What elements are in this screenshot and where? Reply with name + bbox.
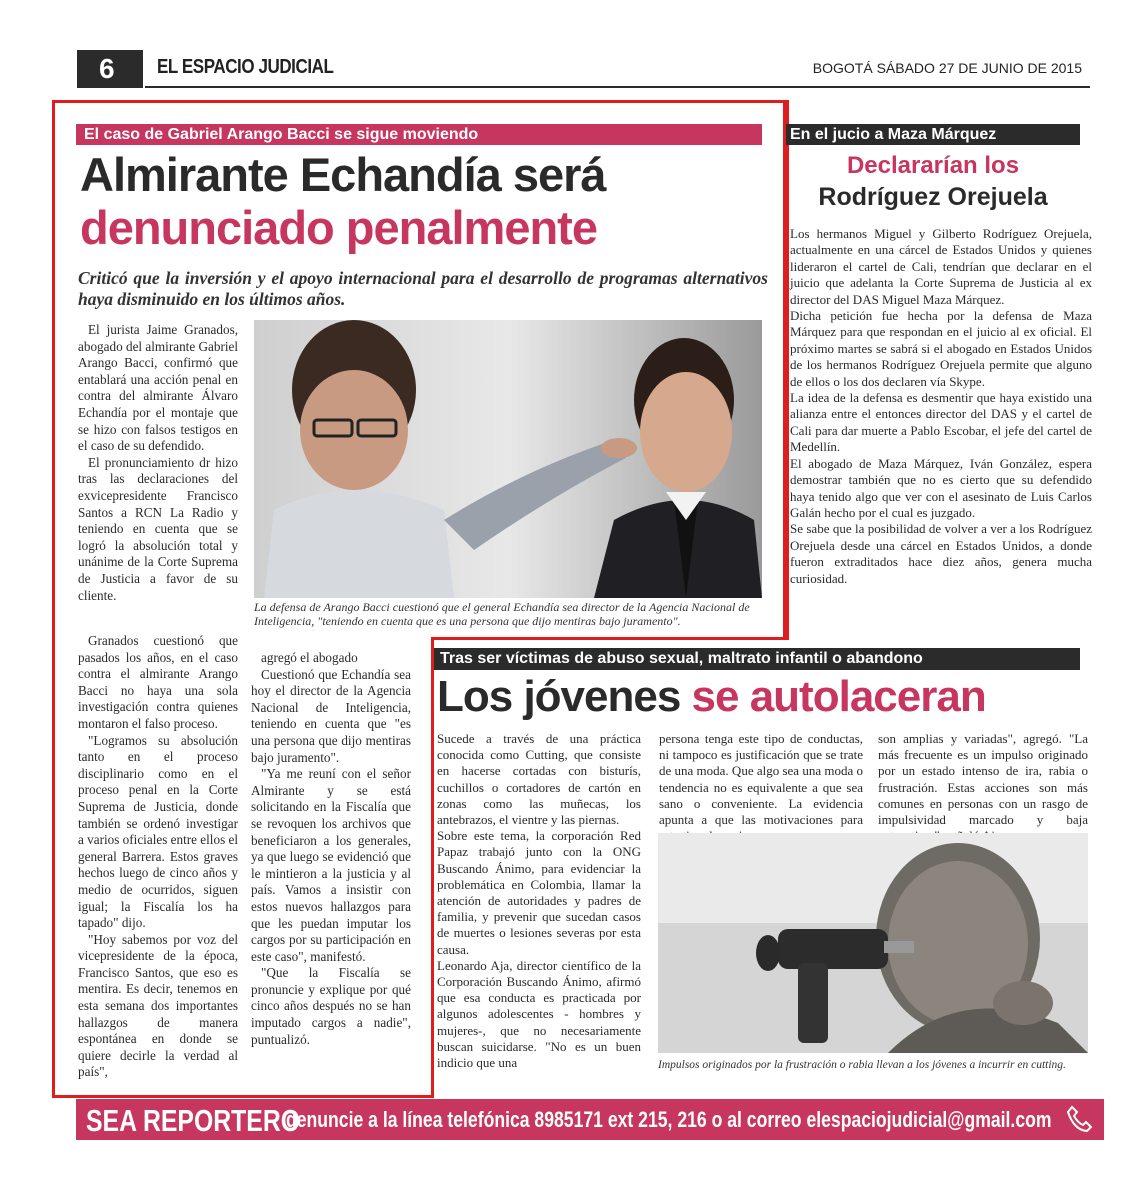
phone-icon xyxy=(1064,1104,1094,1134)
footer-label: SEA REPORTERO xyxy=(86,1103,301,1138)
main-headline-line2: denunciado penalmente xyxy=(80,201,597,254)
page-number: 6 xyxy=(99,53,115,84)
third-col1-p2: Sobre este tema, la corporación Red Papaz trabajó junto con la ONG Buscando Ánimo, para evidenciar la problemática en Colombia, llamar la atención de autoridades y padres de familia, y prevenir que sucedan casos de muertes o lesiones severas por esta causa. xyxy=(437,828,641,957)
side-p1: Los hermanos Miguel y Gilberto Rodríguez Orejuela, actualmente en una cárcel de Estados Unidos y quienes lideraron el cartel de Cali, tendrían que declarar en el juicio que adelanta la Corte Suprema de Justicia al ex director del DAS Miguel Maza Márquez. xyxy=(790,226,1092,307)
third-article-col1 xyxy=(437,731,641,1071)
third-col1-p3: Leonardo Aja, director científico de la Corporación Buscando Ánimo, afirmó que esa conducta es practicada por algunos adolescentes - hombres y mujeres-, que no necesariamente buscan suicidarse. "No es un buen indicio que una xyxy=(437,957,641,1071)
third-headline xyxy=(437,672,986,722)
issue-date: BOGOTÁ SÁBADO 27 DE JUNIO DE 2015 xyxy=(812,60,1082,76)
third-article-col2: persona tenga este tipo de conductas, ni tampoco es justificación que se trate de una moda. Que algo sea una moda o tendencia no es equivalente a que sea sano o conveniente. La evidencia apunta a que las motivaciones para xyxy=(659,731,863,828)
highlight-outline-inner-right xyxy=(431,637,434,1098)
third-col1-p1: Sucede a través de una práctica conocida como Cutting, que consiste en hacerse cortadas con bisturís, cuchillos o cortadores de cartón en zonas como las muñecas, los antebrazos, el vientre y las piernas. xyxy=(437,731,641,828)
page-header xyxy=(75,48,1090,90)
highlight-outline-right-lower xyxy=(783,100,786,640)
main-col2-p3: "Ya me reuní con el señor Almirante y se está solicitando en la Fiscalía que se revoquen los archivos que beneficiaron a los generales, ya que luego se evidenció que le mintieron a la justicia y al país. Vamos a insistir con estos nuevos hallazgos para que les puedan imputar los cargos por su participación en este caso", manifestó. xyxy=(251,766,411,964)
highlight-outline-bottom xyxy=(52,1095,434,1098)
main-col1-p1: El jurista Jaime Granados, abogado del almirante Gabriel Arango Bacci, confirmó que entablará una acción penal en contra del almirante Álvaro Echandía por el montaje que se hizo con falsos testigos en el caso de su defendido. xyxy=(78,322,239,454)
main-col1-p4: "Logramos su absolución tanto en el proceso disciplinario como en el proceso penal en la Corte Suprema de Justicia, donde también se ordenó investigar a varios oficiales entre ellos el general Barrera. Estos graves hechos luego de cinco años y medio de ocurridos, siguen igual; la Fiscalía los ha tapado" dijo. xyxy=(78,732,239,931)
third-article-col3: son amplias y variadas", agregó. "La más frecuente es un impulso originado por un estado intenso de ira, rabia o frustración. Estas acciones son más comunes en personas con un rasgo de impulsividad marcado y baja xyxy=(878,731,1088,828)
highlight-outline-top xyxy=(52,100,789,640)
section-title: EL ESPACIO JUDICIAL xyxy=(157,56,334,78)
third-headline-part2: se autolaceran xyxy=(691,672,986,721)
main-col2-p2: Cuestionó que Echandía sea hoy el director de la Agencia Nacional de Inteligencia, teniendo en cuenta que "es una persona que dijo mentiras bajo juramento". xyxy=(251,666,411,765)
footer-contact-text: denuncie a la línea telefónica 8985171 ext 215, 216 o al correo elespaciojudicial@gmail.com xyxy=(286,1107,1052,1132)
highlight-outline-left xyxy=(52,100,55,1098)
main-article-col2 xyxy=(251,650,411,1048)
third-headline-part1: Los jóvenes xyxy=(437,672,681,721)
main-col1-p5: "Hoy sabemos por voz del vicepresidente de la época, Francisco Santos, que eso es mentira. Es decir, tenemos en esta semana dos importantes hallazgos de manera espontánea en donde se quiere decirle la verdad al país", xyxy=(78,931,238,1080)
main-article-col1-bottom xyxy=(78,633,238,1081)
main-photo-caption: La defensa de Arango Bacci cuestionó que el general Echandía sea director de la Agencia Nacional de Inteligencia, "teniendo en cuenta que es una persona que dijo mentiras bajo juramento". xyxy=(254,600,750,628)
third-article-kicker: Tras ser víctimas de abuso sexual, maltrato infantil o abandono xyxy=(434,648,1080,670)
main-col1-p3: Granados cuestionó que pasados los años, en el caso contra el almirante Arango Bacci no haya una sola investigación contra quienes montaron el falso proceso. xyxy=(78,633,238,731)
side-p3: La idea de la defensa es desmentir que haya existido una alianza entre el entonces director del DAS y el cartel de Cali para dar muerte a Pablo Escobar, el jefe del cartel de Medellín. xyxy=(790,390,1092,455)
cutting-photo-caption: Impulsos originados por la frustración o rabia llevan a los jóvenes a incurrir en cutting. xyxy=(658,1059,1066,1071)
main-col1-p2: El pronunciamiento dr hizo tras las declaraciones del exvicepresidente Francisco Santos a RCN La Radio y teniendo en cuenta que se logró la absolución total y unánime de la Corte Suprema de Justicia a favor de su cliente. xyxy=(78,454,238,603)
page-number-badge xyxy=(77,50,143,88)
main-deck: Criticó que la inversión y el apoyo internacional para el desarrollo de programas alternativos haya disminuido en los últimos años. xyxy=(78,268,768,309)
youth-photo-illustration xyxy=(658,833,1088,1053)
main-col2-p4: "Que la Fiscalía se pronuncie y explique por qué cinco años después no se han imputado cargos a nadie", puntualizó. xyxy=(251,965,411,1047)
side-headline-line2: Rodríguez Orejuela xyxy=(818,183,1048,211)
main-article-kicker: El caso de Gabriel Arango Bacci se sigue moviendo xyxy=(76,124,762,145)
side-article-kicker: En el jucio a Maza Márquez xyxy=(786,124,1080,145)
cutting-photo xyxy=(658,833,1088,1053)
side-p5: Se sabe que la posibilidad de volver a ver a los Rodríguez Orejuela desde una cárcel en Estados Unidos, a donde fueron extraditados hace diez años, genera mucha curiosidad. xyxy=(790,521,1092,586)
header-rule xyxy=(145,86,1090,88)
side-p4: El abogado de Maza Márquez, Iván González, espera demostrar también que no es cierto que su defendido haya tenido algo que ver con el asesinato de Luis Carlos Galán hecho por el cual es juzgado. xyxy=(790,455,1092,520)
main-col2-p1: agregó el abogado xyxy=(261,650,358,665)
side-headline-line1: Declararían los xyxy=(846,152,1020,179)
side-p2: Dicha petición fue hecha por la defensa de Maza Márquez para que respondan en el juicio al ex oficial. El próximo martes se sabrá si el abogado en Estados Unidos de los hermanos Rodríguez Orejuela permite que alguno de ellos o los dos declaren vía Skype. xyxy=(790,308,1092,389)
side-article-body xyxy=(790,226,1092,587)
highlight-outline-mid xyxy=(431,637,786,640)
main-headline-line1: Almirante Echandía será xyxy=(80,148,606,201)
footer-banner xyxy=(76,1099,1104,1140)
